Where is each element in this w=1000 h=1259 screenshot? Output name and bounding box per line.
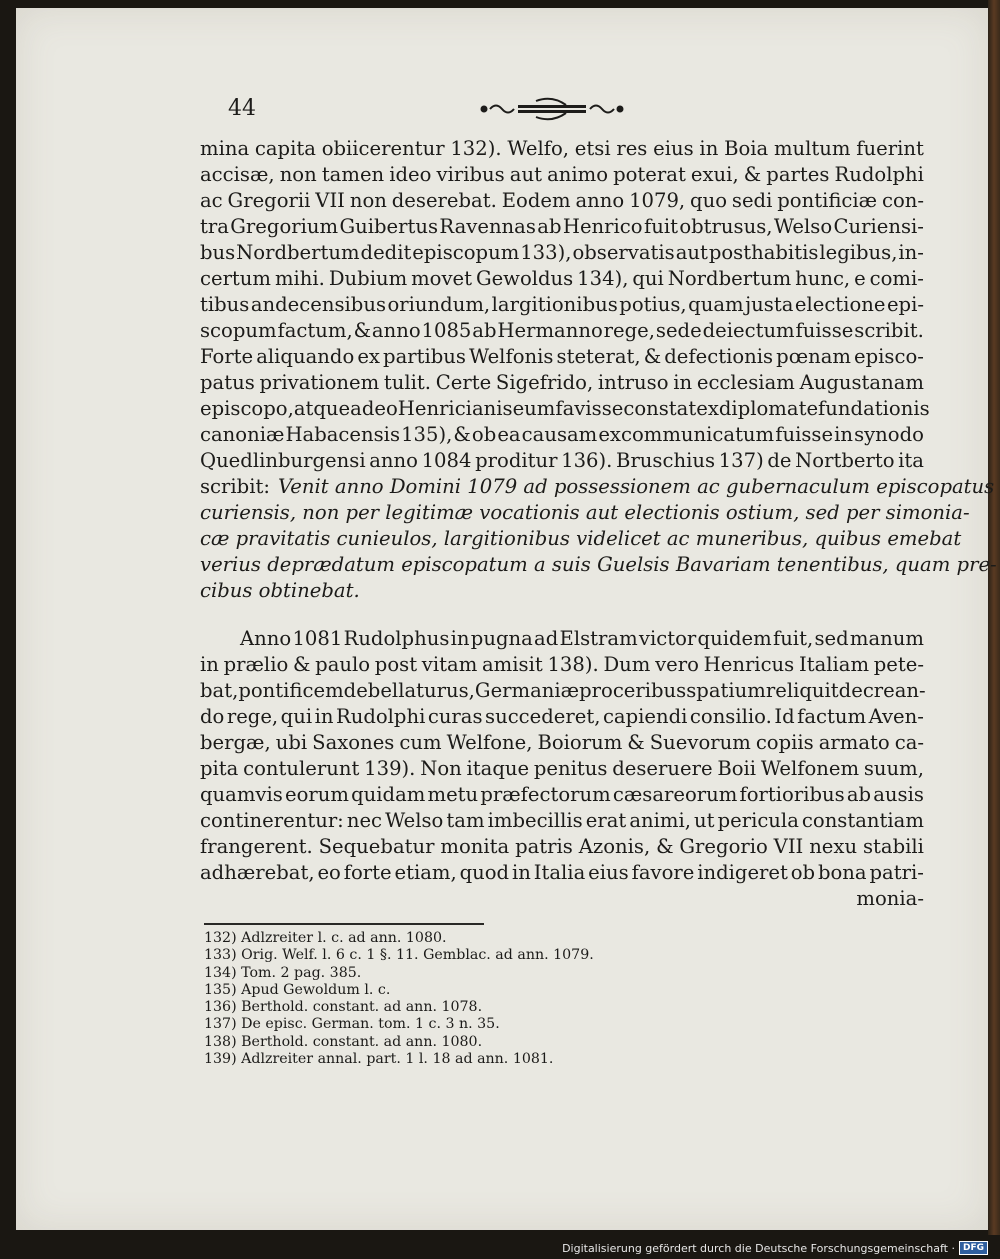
quote-line [200,526,962,552]
quote-intro: scribit: [200,475,270,498]
quote-text: verius deprædatum episcopatum a suis Guelsis Bavariam tenentibus, quam pre- [200,553,997,576]
quote-text: Venit anno Domini 1079 ad possessionem ac gubernaculum episcopatus [277,475,995,498]
text-line: certum mihi. Dubium movet Gewoldus 134), qui Nordbertum hunc, e comi- [200,267,924,290]
text-line: continerentur: nec Welso tam imbecillis erat animi, ut pericula constantiam [200,809,924,832]
book-spine [988,0,1000,1235]
text-line: tibus andecensibus oriundum, largitionibus potius, quam justa electione epi- [200,293,924,316]
quote-text: cæ pravitatis cunieulos, largitionibus videlicet ac muneribus, quibus emebat [200,527,962,550]
text-line: frangerent. Sequebatur monita patris Azonis, & Gregorio VII nexu stabili [200,835,924,858]
text-line: bus Nordbertum dedit episcopum 133), observatis aut posthabitis legibus, in- [200,241,924,264]
text-line: pita contulerunt 139). Non itaque penitus deseruere Boii Welfonem suum, [200,757,924,780]
catchword: monia- [856,887,924,910]
footnote: 139) Adlzreiter annal. part. 1 l. 18 ad ann. 1081. [204,1051,554,1068]
text-line: quamvis eorum quidam metu præfectorum cæsareorum fortioribus ab ausis [200,783,924,806]
footnotes [204,930,804,1068]
dfg-logo: DFG [959,1241,988,1255]
text-line: adhærebat, eo forte etiam, quod in Italia eius favore indigeret ob bona patri- [200,861,924,884]
text-line: bergæ, ubi Saxones cum Welfone, Boiorum & Suevorum copiis armato ca- [200,731,924,754]
credit-text: Digitalisierung gefördert durch die Deutsche Forschungsgemeinschaft · [562,1241,955,1255]
text-line: tra Gregorium Guibertus Ravennas ab Henrico fuit obtrusus, Welso Curiensi- [200,215,924,238]
text-line: do rege, qui in Rudolphi curas succederet, capiendi consilio. Id factum Aven- [200,705,924,728]
quote-block [200,474,997,604]
footnote: 135) Apud Gewoldum l. c. [204,981,391,998]
footnote: 136) Berthold. constant. ad ann. 1078. [204,999,483,1016]
scroll-ornament-icon [478,96,626,122]
quote-line [200,578,924,604]
footnote-divider [204,923,484,925]
quote-line [200,474,995,500]
footnote: 133) Orig. Welf. l. 6 c. 1 §. 11. Gemblac. ad ann. 1079. [204,947,594,964]
text-line: bat, pontificem debellaturus, Germaniæ proceribus spatium reliquit de crean- [200,679,926,702]
digitization-credit [562,1241,988,1255]
quote-text: cibus obtinebat. [200,579,360,602]
text-line: Forte aliquando ex partibus Welfonis steterat, & defectionis pœnam episco- [200,345,924,368]
text-line: accisæ, non tamen ideo viribus aut animo poterat exui, & partes Rudolphi [200,163,924,186]
text-line: scopum factum, & anno 1085 ab Hermanno rege, sede deiectum fuisse scribit. [200,319,924,342]
catchword-line [200,886,924,912]
text-line: Quedlinburgensi anno 1084 proditur 136). Bruschius 137) de Nortberto ita [200,449,924,472]
text-line: in prælio & paulo post vitam amisit 138). Dum vero Henricus Italiam pete- [200,653,924,676]
text-line: patus privationem tulit. Certe Sigefrido, intruso in ecclesiam Augustanam [200,371,924,394]
text-line: mina capita obiicerentur 132). Welfo, etsi res eius in Boia multum fuerint [200,137,924,160]
text-line: Anno 1081 Rudolphus in pugna ad Elstram victor quidem fuit, sed manum [240,627,924,650]
text-line: episcopo, atque adeo Henricianis eum favisse constat ex diplomate fundationis [200,397,930,420]
footnote: 137) De episc. German. tom. 1 c. 3 n. 35. [204,1016,500,1033]
text-line: canoniæ Habacensis 135), & ob ea causam excommunicatum fuisse in synodo [200,423,924,446]
paragraph-1 [200,136,930,474]
quote-line [200,500,970,526]
body-text [200,136,997,912]
paragraph-2 [200,626,924,886]
quote-line [200,552,997,578]
footnote: 134) Tom. 2 pag. 385. [204,964,362,981]
page-number: 44 [228,96,256,121]
footnote: 132) Adlzreiter l. c. ad ann. 1080. [204,930,447,946]
quote-text: curiensis, non per legitimæ vocationis aut electionis ostium, sed per simonia- [200,501,970,524]
text-line: ac Gregorii VII non deserebat. Eodem anno 1079, quo sedi pontificiæ con- [200,189,924,212]
footnote: 138) Berthold. constant. ad ann. 1080. [204,1033,483,1050]
